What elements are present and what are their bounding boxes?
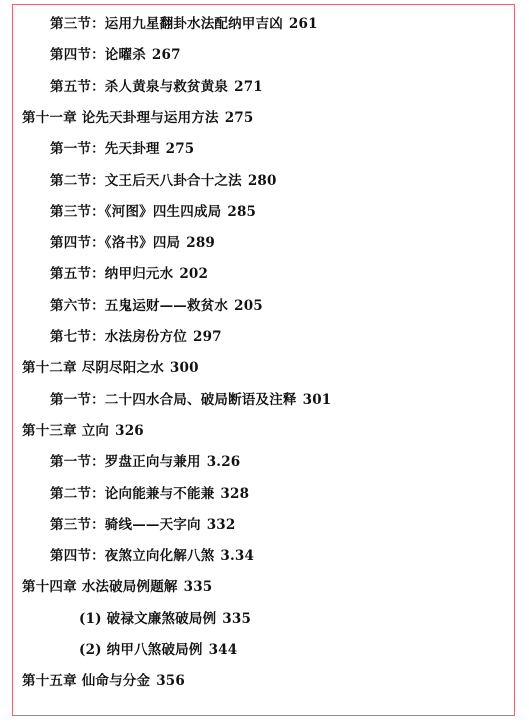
- toc-title: 第十五章 仙命与分金: [22, 673, 151, 690]
- toc-section: [50, 453, 240, 471]
- toc-title: 第七节：水法房份方位: [50, 329, 187, 345]
- toc-title: 第一节：二十四水合局、破局断语及注释: [50, 391, 297, 408]
- toc-title: 第三节：运用九星翻卦水法配纳甲吉凶: [50, 16, 283, 32]
- toc-chapter: [22, 359, 199, 377]
- toc-page-number: 332: [206, 516, 236, 533]
- toc-title: 第十三章 立向: [22, 422, 110, 439]
- toc-title: 第二节：论向能兼与不能兼: [50, 485, 215, 502]
- toc-page-number: 301: [302, 391, 332, 408]
- toc-page-number: 335: [222, 610, 252, 627]
- toc-section: [50, 203, 256, 221]
- toc-title: (1) 破禄文廉煞破局例: [79, 610, 217, 627]
- toc-page-number: 3.34: [220, 548, 255, 565]
- toc-title: 第二节：文王后天八卦合十之法: [50, 172, 242, 189]
- toc-title: 第五节：杀人黄泉与救贫黄泉: [50, 78, 229, 95]
- toc-section: [50, 172, 277, 190]
- toc-page-number: 267: [151, 47, 181, 64]
- toc-section: [50, 46, 181, 64]
- toc-page-number: 300: [169, 360, 199, 377]
- toc-section: [50, 391, 331, 409]
- toc-title: 第五节：纳甲归元水: [50, 266, 174, 283]
- toc-subitem: [79, 610, 251, 628]
- toc-title: (2) 纳甲八煞破局例: [79, 642, 203, 658]
- toc-page-number: 344: [208, 642, 238, 658]
- toc-title: 第四节：夜煞立向化解八煞: [50, 548, 215, 565]
- toc-section: [50, 140, 194, 158]
- toc-page-number: 205: [234, 297, 263, 314]
- toc-title: 第十四章 水法破局例题解: [22, 579, 178, 596]
- toc-title: 第一节：先天卦理: [50, 141, 160, 158]
- toc-page-number: 285: [227, 203, 257, 220]
- toc-section: [50, 78, 263, 96]
- toc-page-number: 271: [234, 78, 263, 95]
- toc-chapter: [22, 422, 144, 440]
- toc-section: [50, 516, 235, 534]
- toc-section: [50, 547, 254, 565]
- toc-chapter: [22, 109, 253, 127]
- toc-section: [50, 485, 249, 503]
- toc-page-number: 326: [115, 422, 144, 439]
- toc-section: [50, 15, 318, 33]
- toc-title: 第六节：五鬼运财——救贫水: [50, 297, 229, 314]
- toc-title: 第十一章 论先天卦理与运用方法: [22, 109, 219, 126]
- toc-section: [50, 265, 208, 283]
- toc-page-number: 335: [183, 579, 213, 596]
- toc-title: 第一节：罗盘正向与兼用: [50, 454, 201, 471]
- toc-section: [50, 234, 215, 252]
- toc-subitem: [79, 641, 237, 659]
- toc-title: 第四节：论曜杀: [50, 47, 146, 64]
- toc-title: 第十二章 尽阴尽阳之水: [22, 360, 164, 377]
- toc-title: 第三节：《河图》四生四成局: [50, 203, 222, 220]
- toc-title: 第三节：骑线——天字向: [50, 516, 201, 533]
- toc-title: 第四节：《洛书》四局: [50, 235, 181, 252]
- toc-page-number: 202: [179, 266, 209, 283]
- toc-chapter: [22, 672, 185, 690]
- toc-chapter: [22, 578, 212, 596]
- toc-page-number: 261: [288, 16, 318, 32]
- toc-page-number: 356: [156, 673, 185, 690]
- toc-page-number: 280: [247, 172, 277, 189]
- toc-section: [50, 328, 222, 346]
- toc-section: [50, 297, 263, 315]
- toc-page-number: 275: [165, 141, 195, 158]
- toc-page-number: 328: [220, 485, 250, 502]
- toc-page-number: 275: [224, 109, 254, 126]
- toc-page-number: 297: [193, 329, 222, 345]
- toc-page-number: 3.26: [206, 454, 241, 471]
- toc-page-number: 289: [186, 235, 216, 252]
